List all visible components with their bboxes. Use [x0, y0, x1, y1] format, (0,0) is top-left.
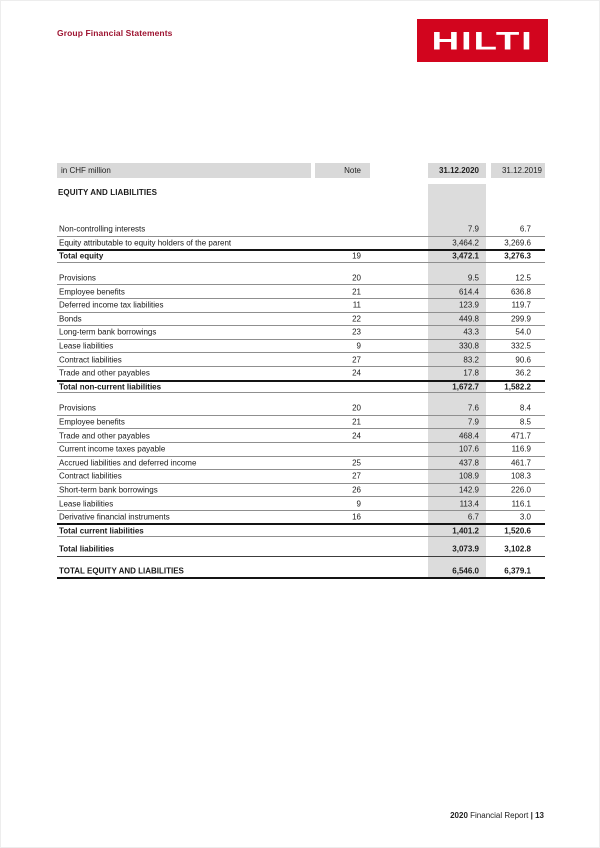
row-note: 27 [352, 355, 361, 365]
row-value-2019: 471.7 [510, 431, 531, 441]
row-label: Lease liabilities [59, 341, 114, 351]
row-note: 22 [352, 314, 361, 324]
row-value-2019: 6,379.1 [504, 566, 531, 576]
table-row [57, 511, 545, 525]
note-header-cell: Note [315, 163, 370, 178]
column-2020-header: 31.12.2020 [428, 163, 486, 178]
table-row [57, 443, 545, 457]
table-row [57, 457, 545, 471]
row-value-2019: 1,520.6 [504, 526, 531, 536]
breadcrumb: Group Financial Statements [57, 28, 173, 38]
table-row [57, 299, 545, 313]
row-value-2020: 108.9 [458, 471, 479, 481]
row-label: Provisions [59, 273, 96, 283]
row-label: Total current liabilities [59, 526, 144, 536]
row-label: Trade and other payables [59, 368, 150, 378]
table-row [57, 470, 545, 484]
row-note: 25 [352, 458, 361, 468]
row-label: Derivative financial instruments [59, 512, 170, 522]
hilti-logo-text: HILTI [431, 26, 534, 55]
table-row [57, 223, 545, 237]
row-note: 9 [356, 499, 361, 509]
table-row [57, 566, 545, 580]
row-label: Lease liabilities [59, 499, 114, 509]
row-label: Total equity [59, 251, 104, 261]
row-value-2019: 6.7 [519, 224, 531, 234]
row-label: Contract liabilities [59, 471, 122, 481]
row-value-2020: 3,472.1 [452, 251, 479, 261]
footer-separator: | [530, 811, 533, 820]
table-row [57, 416, 545, 430]
row-value-2020: 3,464.2 [452, 238, 479, 248]
row-value-2020: 83.2 [463, 355, 479, 365]
row-note: 11 [352, 300, 361, 310]
row-label: Equity attributable to equity holders of the parent [59, 238, 232, 248]
section-equity [57, 223, 545, 263]
row-label: Non-controlling interests [59, 224, 146, 234]
row-note: 19 [352, 251, 361, 261]
row-value-2020: 107.6 [458, 444, 479, 454]
table-row [57, 380, 545, 394]
row-value-2019: 1,582.2 [504, 382, 531, 392]
row-label: Bonds [59, 314, 82, 324]
row-note: 23 [352, 327, 361, 337]
row-value-2019: 12.5 [515, 273, 531, 283]
table-row [57, 326, 545, 340]
row-value-2020: 437.8 [458, 458, 479, 468]
row-value-2020: 6,546.0 [452, 566, 479, 576]
row-value-2019: 36.2 [515, 368, 531, 378]
row-value-2019: 299.9 [510, 314, 531, 324]
row-value-2020: 9.5 [467, 273, 479, 283]
table-row [57, 237, 545, 251]
row-value-2019: 90.6 [515, 355, 531, 365]
section-heading-equity-and-liabilities: EQUITY AND LIABILITIES [58, 187, 158, 197]
footer-title: Financial Report [470, 811, 529, 820]
row-value-2020: 330.8 [458, 341, 479, 351]
row-label: Current income taxes payable [59, 444, 166, 454]
row-label: Deferred income tax liabilities [59, 300, 164, 310]
row-label: Long-term bank borrowings [59, 327, 157, 337]
row-value-2020: 6.7 [467, 512, 479, 522]
table-row [57, 272, 545, 286]
table-row [57, 429, 545, 443]
table-row [57, 367, 545, 381]
row-value-2019: 3,269.6 [504, 238, 531, 248]
row-value-2019: 3,276.3 [504, 251, 531, 261]
row-note: 9 [356, 341, 361, 351]
row-note: 26 [352, 485, 361, 495]
table-row [57, 497, 545, 511]
table-row [57, 353, 545, 367]
row-value-2019: 332.5 [510, 341, 531, 351]
row-value-2019: 116.9 [511, 444, 531, 454]
row-label: Provisions [59, 403, 96, 413]
row-value-2019: 226.0 [510, 485, 531, 495]
row-value-2019: 461.7 [510, 458, 531, 468]
row-value-2019: 8.4 [519, 403, 531, 413]
row-note: 27 [352, 471, 361, 481]
table-row [57, 484, 545, 498]
footer-page-number: 13 [535, 811, 544, 820]
footer-year: 2020 [450, 811, 468, 820]
row-value-2020: 123.9 [458, 300, 479, 310]
row-note: 24 [352, 368, 361, 378]
row-value-2020: 142.9 [458, 485, 479, 495]
row-value-2020: 1,672.7 [452, 382, 479, 392]
row-value-2019: 119.7 [511, 300, 531, 310]
hilti-logo [417, 19, 548, 62]
table-row [57, 313, 545, 327]
row-value-2019: 54.0 [515, 327, 531, 337]
row-value-2020: 7.9 [467, 417, 479, 427]
row-label: Accrued liabilities and deferred income [59, 458, 197, 468]
row-value-2020: 43.3 [463, 327, 479, 337]
row-label: Total non-current liabilities [59, 382, 162, 392]
row-note: 24 [352, 431, 361, 441]
row-value-2019: 116.1 [511, 499, 531, 509]
row-note: 20 [352, 273, 361, 283]
row-label: Trade and other payables [59, 431, 150, 441]
row-value-2019: 3,102.8 [504, 544, 531, 554]
section-total-liabilities [57, 543, 545, 557]
row-label: Total liabilities [59, 544, 114, 554]
row-value-2020: 113.4 [459, 499, 479, 509]
row-label: Short-term bank borrowings [59, 485, 158, 495]
row-label: Contract liabilities [59, 355, 122, 365]
column-2019-header: 31.12.2019 [491, 163, 545, 178]
row-label: TOTAL EQUITY AND LIABILITIES [59, 566, 184, 576]
section-current-liabilities [57, 402, 545, 537]
table-row [57, 402, 545, 416]
table-row [57, 340, 545, 354]
row-value-2020: 17.8 [463, 368, 479, 378]
row-note: 20 [352, 403, 361, 413]
table-row [57, 523, 545, 537]
row-value-2020: 7.9 [467, 224, 479, 234]
row-value-2019: 8.5 [519, 417, 531, 427]
balance-sheet-table [57, 163, 545, 579]
row-value-2020: 449.8 [458, 314, 479, 324]
section-grand-total [57, 566, 545, 580]
row-value-2020: 468.4 [458, 431, 479, 441]
row-value-2019: 636.8 [510, 287, 531, 297]
row-value-2020: 3,073.9 [452, 544, 479, 554]
row-note: 16 [352, 512, 361, 522]
table-row [57, 285, 545, 299]
unit-header-cell: in CHF million [57, 163, 311, 178]
row-label: Employee benefits [59, 287, 125, 297]
table-header-row [57, 163, 545, 178]
row-value-2019: 3.0 [519, 512, 531, 522]
section-non-current-liabilities [57, 272, 545, 393]
footer [57, 811, 544, 820]
table-row [57, 249, 545, 263]
row-value-2020: 1,401.2 [452, 526, 479, 536]
row-value-2019: 108.3 [510, 471, 531, 481]
table-row [57, 543, 545, 557]
row-note: 21 [352, 287, 361, 297]
row-value-2020: 614.4 [458, 287, 479, 297]
row-label: Employee benefits [59, 417, 125, 427]
row-note: 21 [352, 417, 361, 427]
row-value-2020: 7.6 [467, 403, 479, 413]
